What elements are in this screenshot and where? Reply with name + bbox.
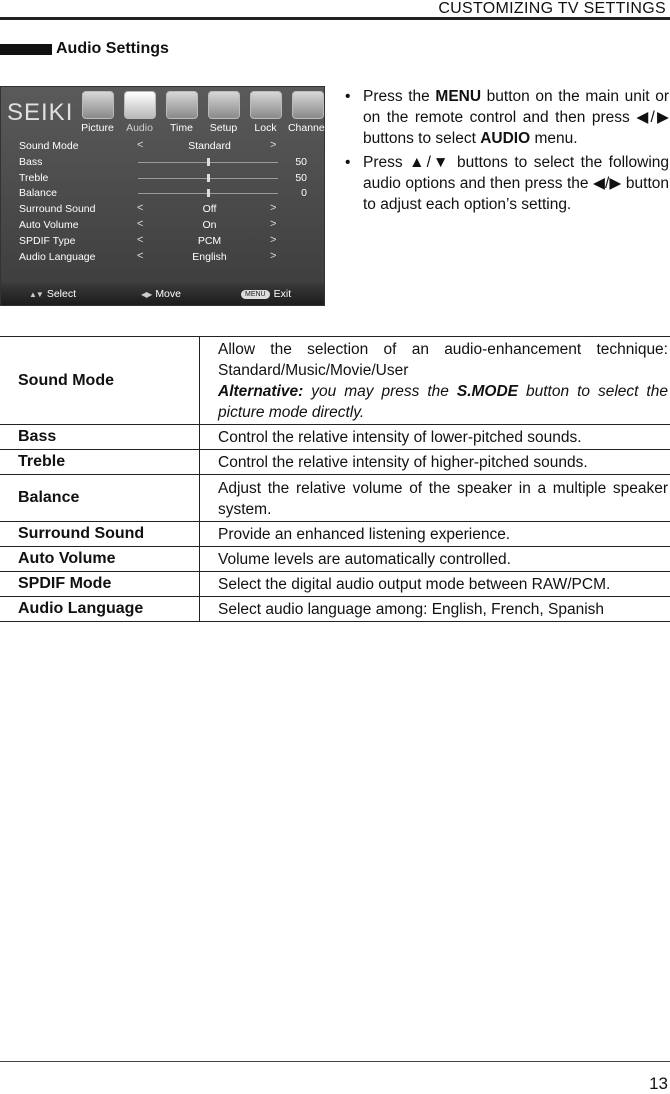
menu-tabs: [77, 91, 329, 134]
lock-icon: [250, 91, 282, 119]
instruction-item: [345, 152, 669, 215]
move-hint: [141, 288, 181, 300]
audio-keyword: AUDIO: [480, 130, 530, 147]
left-right-arrows-icon: ◀/▶: [636, 109, 669, 126]
option-label: Surround Sound: [19, 203, 95, 215]
tab-label: Setup: [203, 122, 244, 134]
left-arrow-icon[interactable]: <: [137, 250, 143, 262]
tab-label: Time: [161, 122, 202, 134]
table-row: [0, 450, 670, 475]
option-name: SPDIF Mode: [0, 572, 200, 597]
alternative-note: [218, 381, 668, 423]
option-name: Bass: [0, 425, 200, 450]
option-name: Audio Language: [0, 597, 200, 622]
option-label: Balance: [19, 187, 57, 199]
option-value: English: [151, 251, 268, 263]
instruction-text: menu.: [530, 130, 577, 147]
option-description: [200, 337, 670, 425]
option-label: Auto Volume: [19, 219, 79, 231]
tab-label: Channel: [287, 122, 328, 134]
footer-rule: [0, 1061, 670, 1062]
option-label: SPDIF Type: [19, 235, 75, 247]
option-description: Control the relative intensity of lower-pitched sounds.: [200, 425, 670, 450]
table-row: [0, 337, 670, 425]
instruction-text: Press the: [363, 88, 435, 105]
tab-lock[interactable]: [245, 91, 286, 134]
option-value: 50: [281, 172, 307, 184]
header-rule: [0, 17, 670, 20]
audio-options-list: [1, 139, 326, 265]
option-value: PCM: [151, 235, 268, 247]
option-value: Off: [151, 203, 268, 215]
option-label: Audio Language: [19, 251, 96, 263]
left-arrow-icon[interactable]: <: [137, 202, 143, 214]
left-right-arrows-icon: ◀/▶: [593, 175, 622, 192]
exit-label: Exit: [274, 288, 292, 300]
tab-channel[interactable]: [287, 91, 328, 134]
up-down-icon: ▲▼: [29, 290, 43, 299]
tab-label: Audio: [119, 122, 160, 134]
setup-icon: [208, 91, 240, 119]
menu-badge: MENU: [241, 290, 270, 299]
option-value: 0: [281, 187, 307, 199]
option-sound-mode[interactable]: [1, 139, 326, 155]
page-number: 13: [649, 1074, 668, 1094]
exit-hint: [241, 288, 291, 300]
time-icon: [166, 91, 198, 119]
option-treble[interactable]: [1, 171, 326, 187]
option-value: On: [151, 219, 268, 231]
option-label: Sound Mode: [19, 140, 79, 152]
slider-knob[interactable]: [207, 174, 210, 182]
right-arrow-icon[interactable]: >: [270, 250, 276, 262]
left-arrow-icon[interactable]: <: [137, 218, 143, 230]
picture-icon: [82, 91, 114, 119]
table-row: [0, 475, 670, 522]
audio-icon: [124, 91, 156, 119]
option-description: Adjust the relative volume of the speaker in a multiple speaker system.: [200, 475, 670, 522]
table-row: [0, 597, 670, 622]
option-audio-language[interactable]: [1, 250, 326, 266]
option-bass[interactable]: [1, 155, 326, 171]
tab-audio[interactable]: [119, 91, 160, 134]
description-text: Allow the selection of an audio-enhancement technique: Standard/Music/Movie/User: [218, 339, 668, 381]
option-name: Balance: [0, 475, 200, 522]
brand-logo: SEIKI: [7, 99, 73, 127]
option-description: Select the digital audio output mode between RAW/PCM.: [200, 572, 670, 597]
section-bar: [0, 44, 52, 55]
table-row: [0, 572, 670, 597]
instruction-item: [345, 86, 669, 149]
audio-options-table: [0, 336, 670, 622]
option-value: 50: [281, 156, 307, 168]
option-label: Treble: [19, 172, 48, 184]
menu-footer: [1, 283, 324, 305]
slider-knob[interactable]: [207, 189, 210, 197]
tab-label: Picture: [77, 122, 118, 134]
option-name: Auto Volume: [0, 547, 200, 572]
slider-knob[interactable]: [207, 158, 210, 166]
audio-menu-screenshot: [0, 86, 325, 306]
option-description: Provide an enhanced listening experience.: [200, 522, 670, 547]
right-arrow-icon[interactable]: >: [270, 234, 276, 246]
option-description: Control the relative intensity of higher-pitched sounds.: [200, 450, 670, 475]
instruction-text: buttons to select the following audio options and then press the: [363, 154, 669, 192]
bullet-icon: •: [345, 152, 350, 173]
up-down-arrows-icon: ▲/▼: [409, 154, 450, 171]
alt-text: you may press the: [303, 383, 457, 400]
tab-picture[interactable]: [77, 91, 118, 134]
channel-icon: [292, 91, 324, 119]
section-heading: [0, 40, 169, 58]
smode-key: S.MODE: [457, 383, 518, 400]
instructions: [345, 86, 669, 215]
select-hint: [29, 288, 76, 300]
tab-time[interactable]: [161, 91, 202, 134]
table-row: [0, 547, 670, 572]
option-auto-volume[interactable]: [1, 218, 326, 234]
alt-text: button to select the picture mode directly.: [218, 383, 668, 421]
instruction-text: Press: [363, 154, 409, 171]
option-description: Volume levels are automatically controlled.: [200, 547, 670, 572]
move-label: Move: [155, 288, 181, 300]
instruction-text: button on the main unit or on the remote control and then press: [363, 88, 669, 126]
right-arrow-icon[interactable]: >: [270, 218, 276, 230]
option-name: Sound Mode: [0, 337, 200, 425]
option-name: Treble: [0, 450, 200, 475]
option-value: Standard: [151, 140, 268, 152]
option-name: Surround Sound: [0, 522, 200, 547]
option-label: Bass: [19, 156, 42, 168]
option-surround-sound[interactable]: [1, 202, 326, 218]
tab-label: Lock: [245, 122, 286, 134]
tab-setup[interactable]: [203, 91, 244, 134]
alt-label: Alternative:: [218, 383, 303, 400]
bullet-icon: •: [345, 86, 350, 107]
left-arrow-icon[interactable]: <: [137, 234, 143, 246]
table-row: [0, 522, 670, 547]
left-arrow-icon[interactable]: <: [137, 139, 143, 151]
option-description: Select audio language among: English, French, Spanish: [200, 597, 670, 622]
left-right-icon: ◀▶: [141, 290, 151, 299]
instruction-text: button to adjust each option’s setting.: [363, 175, 669, 213]
instruction-text: buttons to select: [363, 130, 480, 147]
section-title: Audio Settings: [56, 40, 169, 58]
header-title: CUSTOMIZING TV SETTINGS: [438, 0, 666, 18]
menu-keyword: MENU: [435, 88, 481, 105]
table-row: [0, 425, 670, 450]
option-spdif-type[interactable]: [1, 234, 326, 250]
select-label: Select: [47, 288, 76, 300]
option-balance[interactable]: [1, 186, 326, 202]
right-arrow-icon[interactable]: >: [270, 139, 276, 151]
right-arrow-icon[interactable]: >: [270, 202, 276, 214]
